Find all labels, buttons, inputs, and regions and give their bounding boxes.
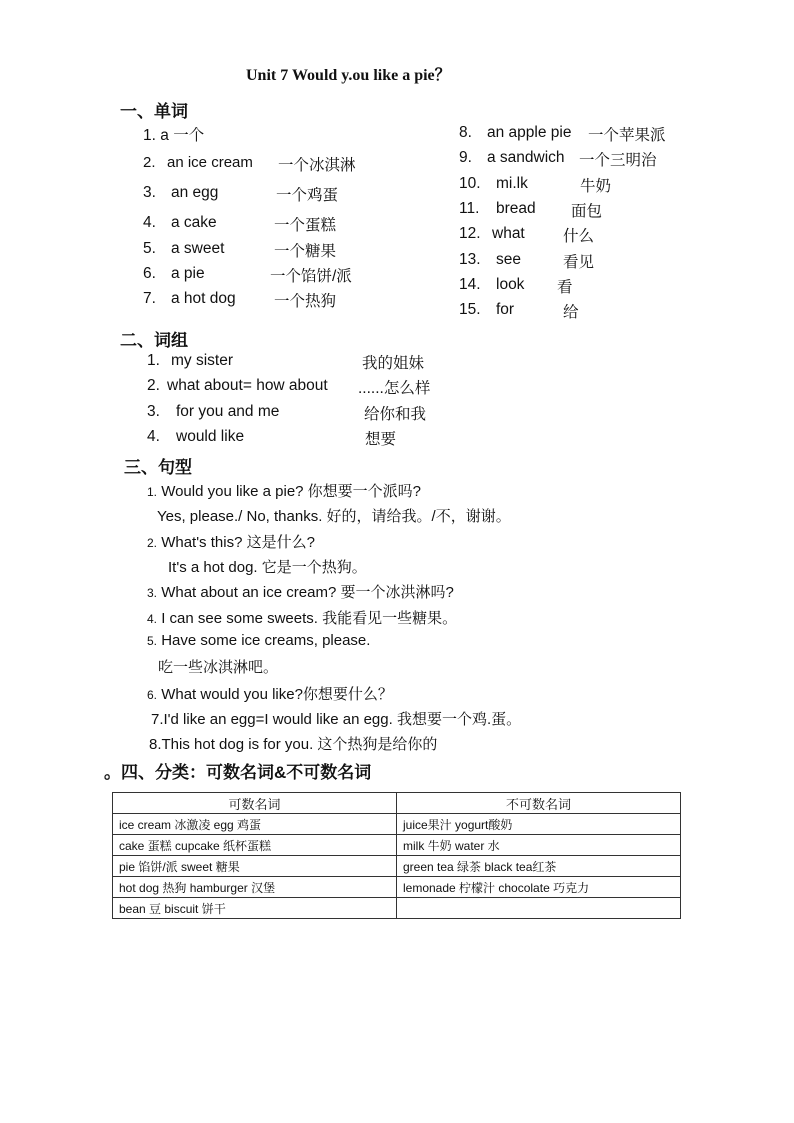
item-number: 6. xyxy=(143,265,156,282)
table-cell: hot dog 热狗 hamburger 汉堡 xyxy=(113,877,397,898)
item-chinese: 看见 xyxy=(563,254,595,271)
item-number: 4. xyxy=(147,428,160,445)
item-chinese: 看 xyxy=(557,279,573,296)
item-number: 11. xyxy=(459,200,480,217)
sentence-line xyxy=(147,607,457,628)
item-english: my sister xyxy=(171,352,233,369)
sentence-text: I can see some sweets. 我能看见一些糖果。 xyxy=(161,610,458,627)
table-cell: green tea 绿茶 black tea红茶 xyxy=(397,856,681,877)
vocab-item xyxy=(143,154,156,171)
table-cell: pie 馅饼/派 sweet 糖果 xyxy=(113,856,397,877)
table-row xyxy=(113,835,681,856)
sentence-line xyxy=(147,480,421,501)
page-title: Unit 7 Would y.ou like a pie？ xyxy=(246,67,451,84)
section-classification-heading: 。四、分类：可数名词&不可数名词 xyxy=(104,763,372,782)
item-english: a sandwich xyxy=(487,149,565,166)
item-number: 1. xyxy=(147,485,158,499)
sentence-line xyxy=(147,581,454,602)
column-header-countable: 可数名词 xyxy=(113,793,397,814)
item-number: 3. xyxy=(147,403,160,420)
item-chinese: 给 xyxy=(563,304,579,321)
sentence-text: This hot dog is for you. 这个热狗是给你的 xyxy=(161,736,438,753)
item-number: 8. xyxy=(149,736,162,753)
sentence-text: I'd like an egg=I would like an egg. 我想要一个鸡.蛋。 xyxy=(163,711,522,728)
item-english: look xyxy=(496,276,525,293)
table-cell: juice果汁 yogurt酸奶 xyxy=(397,814,681,835)
item-english: a sweet xyxy=(171,240,225,257)
sentence-line xyxy=(147,531,315,552)
item-chinese: 一个热狗 xyxy=(274,293,337,310)
sentence-line xyxy=(149,733,437,754)
item-number: 2. xyxy=(143,154,156,171)
item-english: for xyxy=(496,301,515,318)
sentence-text: Would you like a pie? 你想要一个派吗? xyxy=(161,483,422,500)
table-row xyxy=(113,877,681,898)
sentence-text: It's a hot dog. 它是一个热狗。 xyxy=(168,559,367,576)
item-chinese: 给你和我 xyxy=(364,406,427,423)
item-english: an egg xyxy=(171,184,219,201)
item-chinese: 一个馅饼/派 xyxy=(270,268,352,285)
sentence-text: What about an ice cream? 要一个冰洪淋吗? xyxy=(161,584,454,601)
item-number: 3. xyxy=(143,184,156,201)
item-english: bread xyxy=(496,200,536,217)
sentence-line xyxy=(157,505,511,526)
item-english: what xyxy=(492,225,525,242)
section-vocabulary-heading: 一、单词 xyxy=(120,102,188,121)
item-number: 15. xyxy=(459,301,481,318)
item-english: mi.lk xyxy=(496,175,528,192)
section-phrases-heading: 二、词组 xyxy=(120,331,188,350)
item-english: an ice cream xyxy=(167,154,253,171)
item-number: 12. xyxy=(459,225,481,242)
table-cell: milk 牛奶 water 水 xyxy=(397,835,681,856)
item-number: 2. xyxy=(147,536,158,550)
item-number: 4. xyxy=(143,214,156,231)
item-chinese: 一个冰淇淋 xyxy=(278,157,356,174)
sentence-text: Yes, please./ No, thanks. 好的，请给我。/不，谢谢。 xyxy=(157,508,511,525)
table-cell: lemonade 柠檬汁 chocolate 巧克力 xyxy=(397,877,681,898)
item-english: see xyxy=(496,251,521,268)
item-number: 1. xyxy=(143,127,156,144)
item-number: 7. xyxy=(143,290,156,307)
item-english: what about= how about xyxy=(167,377,328,394)
item-number: 8. xyxy=(459,124,472,141)
vocab-item xyxy=(143,123,204,145)
item-number: 6. xyxy=(147,688,158,702)
table-cell: cake 蛋糕 cupcake 纸杯蛋糕 xyxy=(113,835,397,856)
item-english: a cake xyxy=(171,214,217,231)
item-chinese: 面包 xyxy=(571,203,603,220)
item-chinese: 一个蛋糕 xyxy=(274,217,337,234)
item-number: 7. xyxy=(151,711,164,728)
noun-classification-table xyxy=(112,792,681,919)
item-chinese: 一个三明治 xyxy=(579,152,657,169)
item-number: 13. xyxy=(459,251,481,268)
sentence-text: What's this? 这是什么? xyxy=(161,534,315,551)
item-number: 10. xyxy=(459,175,481,192)
item-english: a hot dog xyxy=(171,290,236,307)
item-english: for you and me xyxy=(176,403,280,420)
item-number: 4. xyxy=(147,612,158,626)
table-cell: ice cream 冰激凌 egg 鸡蛋 xyxy=(113,814,397,835)
column-header-uncountable: 不可数名词 xyxy=(397,793,681,814)
item-english: an apple pie xyxy=(487,124,572,141)
item-english: a pie xyxy=(171,265,205,282)
item-number: 5. xyxy=(143,240,156,257)
sentence-line xyxy=(158,656,278,677)
table-cell: bean 豆 biscuit 饼干 xyxy=(113,898,397,919)
table-row xyxy=(113,898,681,919)
item-chinese: 一个鸡蛋 xyxy=(276,187,339,204)
sentence-line xyxy=(147,683,393,704)
sentence-line xyxy=(151,708,521,729)
table-cell xyxy=(397,898,681,919)
section-sentences-heading: 三、句型 xyxy=(124,458,192,477)
item-chinese: 牛奶 xyxy=(580,178,612,195)
item-number: 14. xyxy=(459,276,481,293)
item-english: would like xyxy=(176,428,245,445)
item-english: a xyxy=(160,127,169,144)
sentence-line xyxy=(168,556,367,577)
sentence-line xyxy=(147,632,370,649)
item-chinese: 一个糖果 xyxy=(274,243,337,260)
item-chinese: ......怎么样 xyxy=(358,380,431,397)
sentence-text: 吃一些冰淇淋吧。 xyxy=(158,659,279,676)
table-row xyxy=(113,814,681,835)
sentence-text: Have some ice creams, please. xyxy=(161,632,371,649)
item-chinese: 什么 xyxy=(563,228,595,245)
item-number: 9. xyxy=(459,149,472,166)
item-number: 3. xyxy=(147,586,158,600)
table-header-row xyxy=(113,793,681,814)
item-number: 5. xyxy=(147,634,158,648)
item-chinese: 一个 xyxy=(173,127,205,144)
item-chinese: 一个苹果派 xyxy=(588,127,666,144)
item-chinese: 想要 xyxy=(365,431,397,448)
item-chinese: 我的姐妹 xyxy=(362,355,425,372)
item-number: 1. xyxy=(147,352,160,369)
table-row xyxy=(113,856,681,877)
item-number: 2. xyxy=(147,377,160,394)
sentence-text: What would you like?你想要什么？ xyxy=(161,686,393,703)
